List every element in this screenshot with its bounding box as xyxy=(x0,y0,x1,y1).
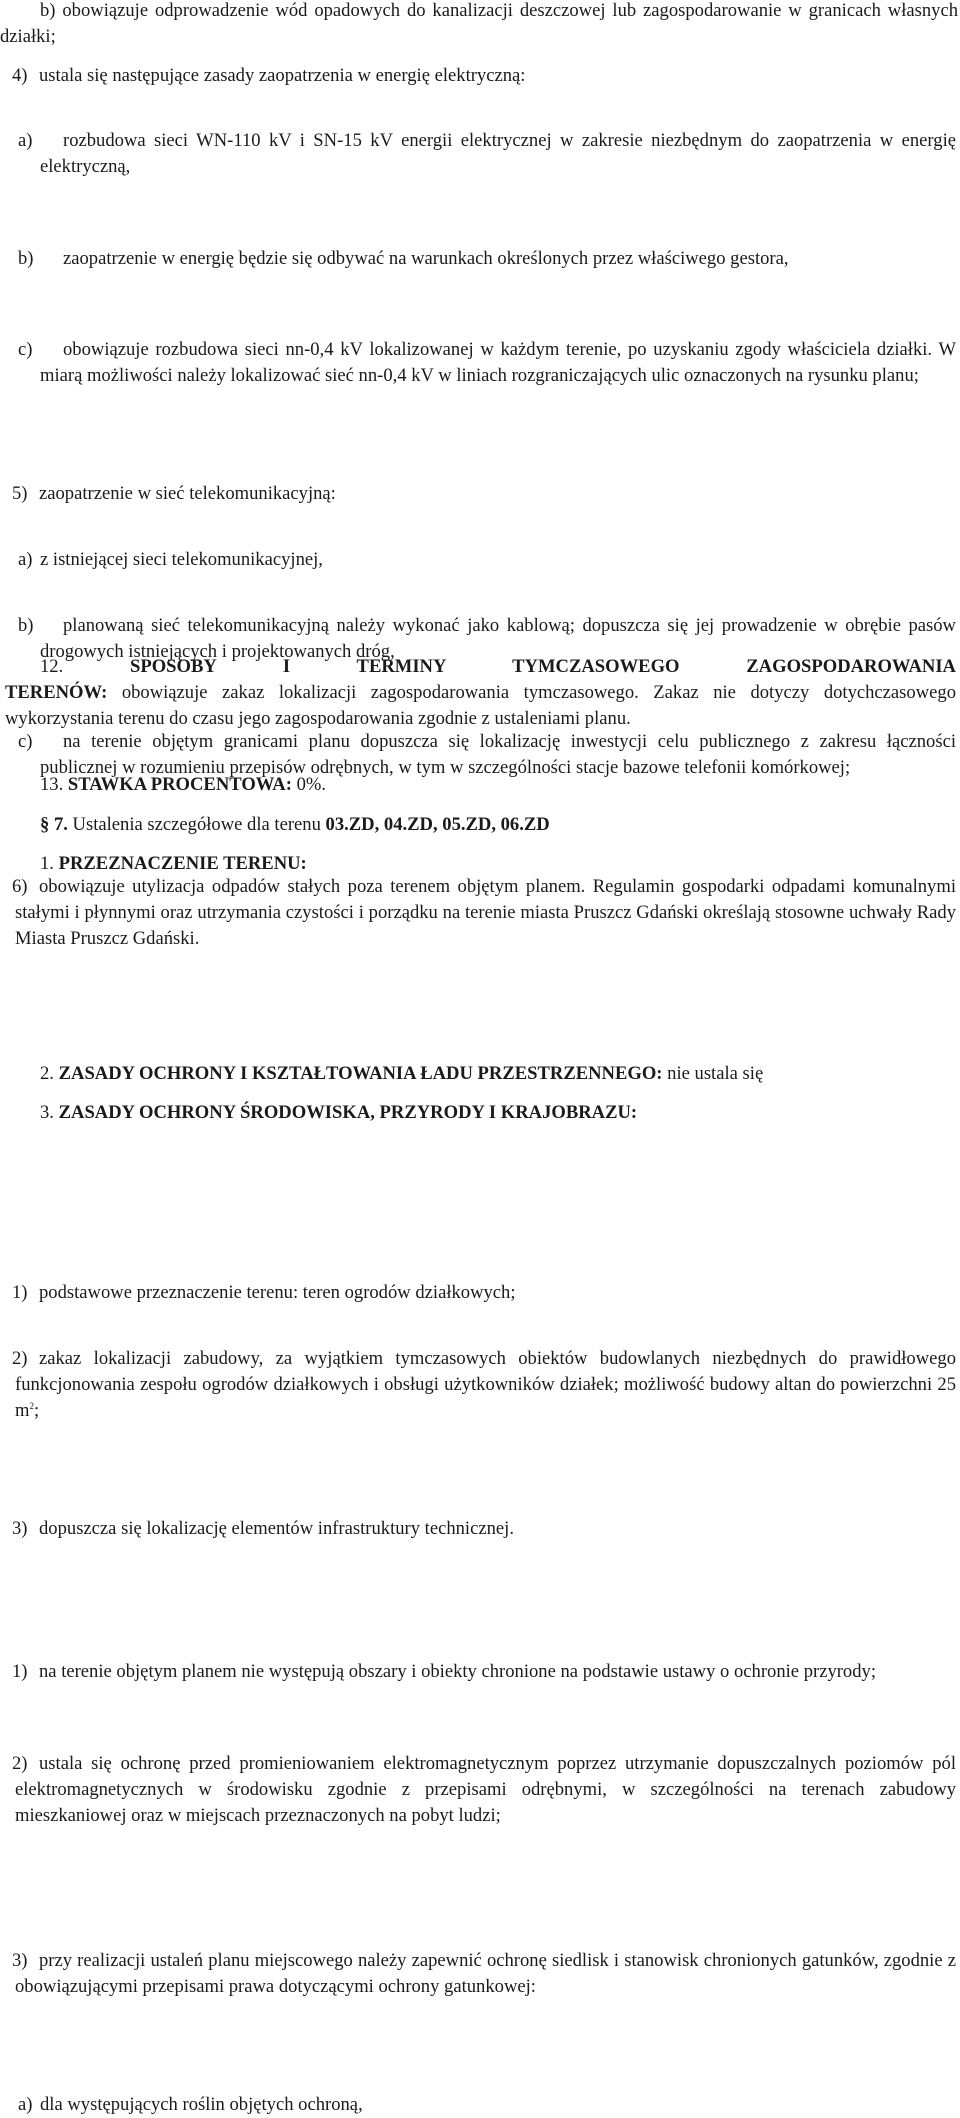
section-1-terrain-purpose xyxy=(40,851,956,877)
list-label: c) xyxy=(18,731,33,752)
section-number: 12. xyxy=(40,656,64,677)
list-text: ustala się ochronę przed promieniowaniem elektromagnetycznym poprzez utrzymanie dopuszczalnych poziomów pól elektromagnetycznych w środowisku zgodnie z przepisami odrębnymi, w szczególności na terenach zabudowy mieszkaniowej oraz w miejscach przeznaczonych na pobyt ludzi; xyxy=(15,1753,956,1826)
list-label: 6) xyxy=(12,876,28,897)
list-item-5a xyxy=(18,547,956,573)
section-heading: STAWKA PROCENTOWA: xyxy=(67,774,292,795)
list-text: zaopatrzenie w energię będzie się odbywać na warunkach określonych przez właściwego gestora, xyxy=(63,248,789,269)
list-label: b) xyxy=(18,248,34,269)
section-number: 3. xyxy=(40,1102,54,1123)
paragraph-7-detailed-provisions xyxy=(40,812,956,838)
section-heading: ZASADY OCHRONY ŚRODOWISKA, PRZYRODY I KRAJOBRAZU: xyxy=(58,1102,638,1123)
section-text: 0%. xyxy=(296,774,327,795)
list-text: dopuszcza się lokalizację elementów infrastruktury technicznej. xyxy=(39,1518,514,1539)
list-label: 2) xyxy=(12,1753,28,1774)
list-item-3-species-protection xyxy=(12,1948,956,2000)
list-item-2-building-ban xyxy=(12,1346,956,1424)
section-3-environment-protection xyxy=(40,1100,956,1126)
list-text: obowiązuje utylizacja odpadów stałych poza terenem objętym planem. Regulamin gospodarki odpadami komunalnymi stałymi i płynnymi oraz utrzymania czystości i porządku na terenie miasta Pruszcz Gdański określają stosowne uchwały Rady Miasta Pruszcz Gdański. xyxy=(15,876,956,949)
list-item-4-electricity xyxy=(12,63,956,89)
list-label: 4) xyxy=(12,65,28,86)
list-text: planowaną sieć telekomunikacyjną należy wykonać jako kablową; dopuszcza się jej prowadzenie w obrębie pasów drogowych istniejących i projektowanych dróg, xyxy=(40,615,956,662)
terrain-codes: 03.ZD, 04.ZD, 05.ZD, 06.ZD xyxy=(325,814,550,835)
section-heading: ZASADY OCHRONY I KSZTAŁTOWANIA ŁADU PRZESTRZENNEGO: xyxy=(58,1063,663,1084)
section-number: 13. xyxy=(40,774,64,795)
list-text: rozbudowa sieci WN-110 kV i SN-15 kV energii elektrycznej w zakresie niezbędnym do zaopatrzenia w energię elektryczną, xyxy=(40,130,956,177)
list-item-3a-plants xyxy=(18,2092,956,2118)
paragraph-text: b) obowiązuje odprowadzenie wód opadowych do kanalizacji deszczowej lub zagospodarowanie w granicach własnych działki; xyxy=(0,0,958,47)
section-heading: SPOSOBY I TERMINY TYMCZASOWEGO ZAGOSPODAROWANIA xyxy=(130,656,956,677)
list-text: z istniejącej sieci telekomunikacyjnej, xyxy=(40,549,323,570)
list-label: 5) xyxy=(12,483,28,504)
list-text: podstawowe przeznaczenie terenu: teren ogrodów działkowych; xyxy=(39,1282,516,1303)
section-text: nie ustala się xyxy=(667,1063,764,1084)
list-item-1-basic-purpose xyxy=(12,1280,956,1306)
section-text: obowiązuje zakaz lokalizacji zagospodarowania tymczasowego. Zakaz nie dotyczy dotychczasowego wykorzystania terenu do czasu jego zagospodarowania zgodnie z ustaleniami planu. xyxy=(5,682,956,729)
section-2-spatial-order xyxy=(40,1061,956,1087)
list-text xyxy=(0,1346,956,1424)
superscript: 2 xyxy=(29,1401,34,1411)
list-item-5-telecom xyxy=(12,481,956,507)
paragraph-drainage-b xyxy=(0,0,958,50)
list-item-4b xyxy=(18,246,956,272)
section-12-temporary-use xyxy=(5,654,956,732)
list-label: c) xyxy=(18,339,33,360)
list-item-6-waste xyxy=(12,874,956,952)
list-text: przy realizacji ustaleń planu miejscowego należy zapewnić ochronę siedlisk i stanowisk chronionych gatunków, zgodnie z obowiązującymi przepisami prawa dotyczącymi ochrony gatunkowej: xyxy=(15,1950,956,1997)
list-item-4a xyxy=(18,128,956,180)
list-item-2-em-radiation xyxy=(12,1751,956,1829)
list-label: 3) xyxy=(12,1518,28,1539)
list-item-4c xyxy=(18,337,956,389)
list-label: 1) xyxy=(12,1661,28,1682)
section-heading-continued: TERENÓW: xyxy=(5,682,108,703)
list-text: zaopatrzenie w sieć telekomunikacyjną: xyxy=(39,483,336,504)
list-text-main: zakaz lokalizacji zabudowy, za wyjątkiem tymczasowych obiektów budowlanych niezbędnych do prawidłowego funkcjonowania zespołu ogrodów działkowych i obsługi użytkowników działek; możliwość budowy altan do powierzchni 25 m xyxy=(15,1348,956,1421)
section-number: 2. xyxy=(40,1063,54,1084)
list-label: 2) xyxy=(12,1348,28,1369)
section-symbol: § 7. xyxy=(40,814,68,835)
list-text: obowiązuje rozbudowa sieci nn-0,4 kV lokalizowanej w każdym terenie, po uzyskaniu zgody właściciela działki. W miarą możliwości należy lokalizować sieć nn-0,4 kV w liniach rozgraniczających ulic oznaczonych na rysunku planu; xyxy=(40,339,956,386)
list-text: ustala się następujące zasady zaopatrzenia w energię elektryczną: xyxy=(39,65,526,86)
list-item-1-protected-areas xyxy=(12,1659,956,1685)
list-text-end: ; xyxy=(33,1400,40,1421)
list-text: na terenie objętym granicami planu dopuszcza się lokalizację inwestycji celu publicznego z zakresu łączności publicznej w rozumieniu przepisów odrębnych, w tym w szczególności stacje bazowe telefonii komórkowej; xyxy=(40,731,956,778)
section-text: Ustalenia szczegółowe dla terenu xyxy=(72,814,321,835)
section-heading: PRZEZNACZENIE TERENU: xyxy=(58,853,307,874)
list-label: b) xyxy=(18,615,34,636)
list-text: na terenie objętym planem nie występują obszary i obiekty chronione na podstawie ustawy o ochronie przyrody; xyxy=(39,1661,876,1682)
list-label: a) xyxy=(18,2094,33,2115)
list-label: 3) xyxy=(12,1950,28,1971)
list-label: a) xyxy=(18,549,33,570)
list-label: 1) xyxy=(12,1282,28,1303)
list-text: dla występujących roślin objętych ochroną, xyxy=(40,2094,363,2115)
section-number: 1. xyxy=(40,853,54,874)
list-label: a) xyxy=(18,130,33,151)
list-item-3-infrastructure xyxy=(12,1516,956,1542)
section-13-percentage-rate xyxy=(40,772,956,798)
